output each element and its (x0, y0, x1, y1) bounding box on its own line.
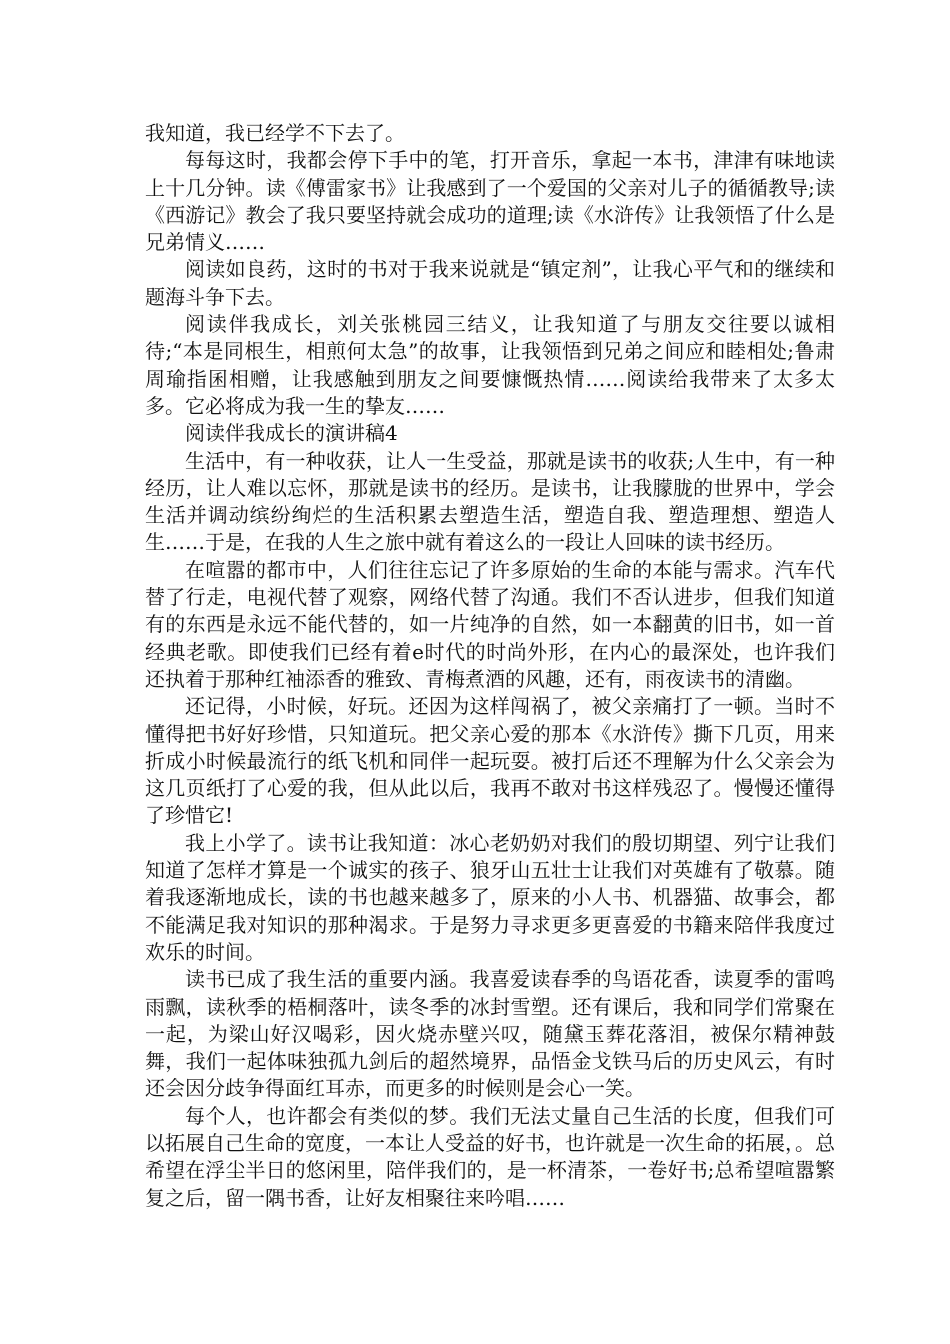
paragraph-reading-growth: 阅读伴我成长，刘关张桃园三结义，让我知道了与朋友交往要以诚相待;“本是同根生，相煎何太急”的故事，让我领悟到兄弟之间应和睦相处;鲁肃周瑜指囷相赠，让我感触到朋友之间要慷慨热情……阅读给我带来了太多太多。它必将成为我一生的挚友…… (145, 312, 835, 418)
paragraph-city-life: 在喧嚣的都市中，人们往往忘记了许多原始的生命的本能与需求。汽车代替了行走，电视代替了观察，网络代替了沟通。我们不否认进步，但我们知道有的东西是永远不能代替的，如一片纯净的自然，如一本翻黄的旧书，如一首经典老歌。即使我们已经有着e时代的时尚外形，在内心的最深处，也许我们还执着于那种红袖添香的雅致、青梅煮酒的风趣，还有，雨夜读书的清幽。 (145, 557, 835, 691)
paragraph-childhood-memory: 还记得，小时候，好玩。还因为这样闯祸了，被父亲痛打了一顿。当时不懂得把书好好珍惜，只知道玩。把父亲心爱的那本《水浒传》撕下几页，用来折成小时候最流行的纸飞机和同伴一起玩耍。被打后还不理解为什么父亲会为这几页纸打了心爱的我，但从此以后，我再不敢对书这样残忍了。慢慢还懂得了珍惜它! (145, 694, 835, 828)
paragraph-reading-as-medicine: 阅读如良药，这时的书对于我来说就是“镇定剂”，让我心平气和的继续和题海斗争下去。 (145, 257, 835, 309)
paragraph-continuation: 我知道，我已经学不下去了。 (145, 121, 405, 145)
paragraph-reading-seasons: 读书已成了我生活的重要内涵。我喜爱读春季的鸟语花香，读夏季的雷鸣雨飘，读秋季的梧桐落叶，读冬季的冰封雪塑。还有课后，我和同学们常聚在一起，为梁山好汉喝彩，因火烧赤壁兴叹，随黛玉葬花落泪，被保尔精神鼓舞，我们一起体味独孤九剑后的超然境界，品悟金戈铁马后的历史风云，有时还会因分歧争得面红耳赤，而更多的时候则是会心一笑。 (145, 967, 835, 1101)
paragraph-primary-school: 我上小学了。读书让我知道：冰心老奶奶对我们的殷切期望、列宁让我们知道了怎样才算是一个诚实的孩子、狼牙山五壮士让我们对英雄有了敬慕。随着我逐渐地成长，读的书也越来越多了，原来的小人书、机器猫、故事会，都不能满足我对知识的那种渴求。于是努力寻求更多更喜爱的书籍来陪伴我度过欢乐的时间。 (145, 830, 835, 964)
document-page (145, 120, 835, 1212)
section-heading: 阅读伴我成长的演讲稿4 (185, 421, 398, 446)
paragraph-harvest-of-reading: 生活中，有一种收获，让人一生受益，那就是读书的收获;人生中，有一种经历，让人难以忘怀，那就是读书的经历。是读书，让我朦胧的世界中，学会生活并调动缤纷绚烂的生活积累去塑造生活，塑造自我、塑造理想、塑造人生……于是，在我的人生之旅中就有着这么的一段让人回味的读书经历。 (145, 448, 835, 555)
paragraph-music-and-books: 每每这时，我都会停下手中的笔，打开音乐，拿起一本书，津津有味地读上十几分钟。读《傅雷家书》让我感到了一个爱国的父亲对儿子的循循教导;读《西游记》教会了我只要坚持就会成功的道理;读《水浒传》让我领悟了什么是兄弟情义…… (145, 148, 835, 255)
paragraph-dream: 每个人，也许都会有类似的梦。我们无法丈量自己生活的长度，但我们可以拓展自己生命的宽度，一本让人受益的好书，也许就是一次生命的拓展，。总希望在浮尘半日的悠闲里，陪伴我们的，是一杯清茶，一卷好书;总希望喧嚣繁复之后，留一隅书香，让好友相聚往来吟唱…… (145, 1103, 835, 1210)
